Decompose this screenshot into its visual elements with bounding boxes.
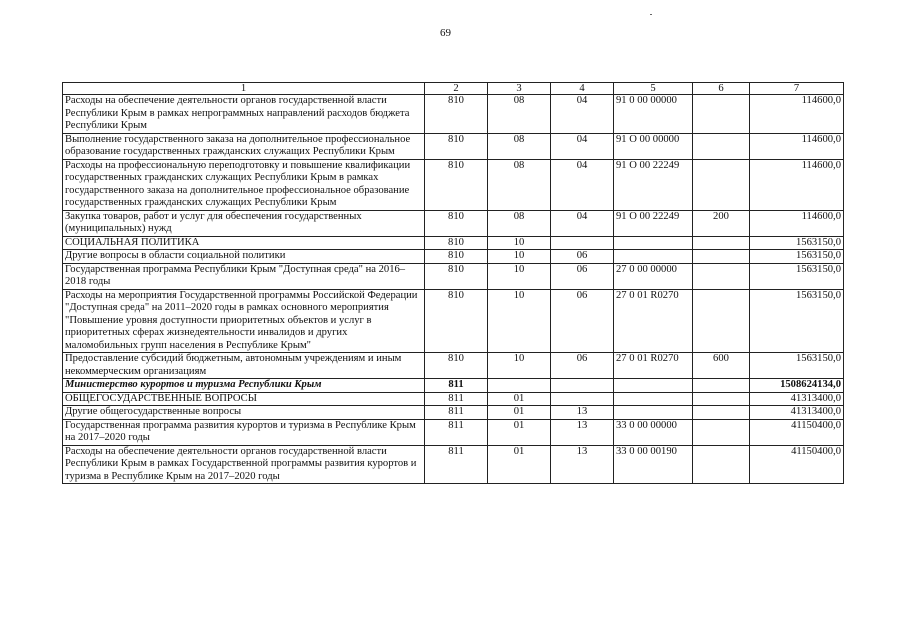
- razdel-code-cell: 10: [488, 250, 551, 264]
- expense-type-cell: [693, 133, 750, 159]
- column-header: 5: [614, 83, 693, 95]
- glava-code-cell: 810: [425, 353, 488, 379]
- amount-cell: 1563150,0: [750, 236, 844, 250]
- expense-type-cell: [693, 250, 750, 264]
- amount-cell: 1563150,0: [750, 263, 844, 289]
- podrazdel-code-cell: 06: [551, 263, 614, 289]
- table-row: [63, 263, 844, 289]
- podrazdel-code-cell: 13: [551, 445, 614, 484]
- target-article-cell: [614, 392, 693, 406]
- target-article-cell: 33 0 00 00190: [614, 445, 693, 484]
- razdel-code-cell: 08: [488, 133, 551, 159]
- razdel-code-cell: 01: [488, 392, 551, 406]
- row-name-cell: ОБЩЕГОСУДАРСТВЕННЫЕ ВОПРОСЫ: [63, 392, 425, 406]
- target-article-cell: 33 0 00 00000: [614, 419, 693, 445]
- row-name-cell: Другие общегосударственные вопросы: [63, 406, 425, 420]
- row-name-cell: Закупка товаров, работ и услуг для обеспечения государственных (муниципальных) нужд: [63, 210, 425, 236]
- amount-cell: 1563150,0: [750, 250, 844, 264]
- row-name-cell: Другие вопросы в области социальной политики: [63, 250, 425, 264]
- podrazdel-code-cell: 06: [551, 353, 614, 379]
- podrazdel-code-cell: 13: [551, 419, 614, 445]
- target-article-cell: 27 0 01 R0270: [614, 289, 693, 353]
- razdel-code-cell: 01: [488, 445, 551, 484]
- table-row: [63, 353, 844, 379]
- podrazdel-code-cell: 06: [551, 289, 614, 353]
- glava-code-cell: 810: [425, 95, 488, 134]
- amount-cell: 41150400,0: [750, 445, 844, 484]
- row-name-cell: Государственная программа развития курортов и туризма в Республике Крым на 2017–2020 годы: [63, 419, 425, 445]
- target-article-cell: 27 0 01 R0270: [614, 353, 693, 379]
- razdel-code-cell: 10: [488, 353, 551, 379]
- glava-code-cell: 810: [425, 289, 488, 353]
- row-name-cell: Расходы на обеспечение деятельности органов государственной власти Республики Крым в рамках Государственной программы развития курортов и туризма в Республике Крым на 2017–2020 годы: [63, 445, 425, 484]
- table-row: [63, 379, 844, 393]
- expense-type-cell: [693, 392, 750, 406]
- glava-code-cell: 810: [425, 133, 488, 159]
- amount-cell: 1563150,0: [750, 289, 844, 353]
- row-name-cell: СОЦИАЛЬНАЯ ПОЛИТИКА: [63, 236, 425, 250]
- glava-code-cell: 811: [425, 392, 488, 406]
- row-name-cell: Министерство курортов и туризма Республики Крым: [63, 379, 425, 393]
- razdel-code-cell: 01: [488, 419, 551, 445]
- target-article-cell: 91 О 00 22249: [614, 210, 693, 236]
- glava-code-cell: 810: [425, 236, 488, 250]
- amount-cell: 1563150,0: [750, 353, 844, 379]
- row-name-cell: Выполнение государственного заказа на дополнительное профессиональное образование государственных гражданских служащих Республики Крым: [63, 133, 425, 159]
- table-row: [63, 392, 844, 406]
- page-number: 69: [440, 27, 451, 39]
- amount-cell: 1508624134,0: [750, 379, 844, 393]
- expense-type-cell: [693, 379, 750, 393]
- amount-cell: 114600,0: [750, 133, 844, 159]
- table-row: [63, 289, 844, 353]
- target-article-cell: 27 0 00 00000: [614, 263, 693, 289]
- expense-type-cell: [693, 289, 750, 353]
- row-name-cell: Предоставление субсидий бюджетным, автономным учреждениям и иным некоммерческим организациям: [63, 353, 425, 379]
- column-header: 3: [488, 83, 551, 95]
- target-article-cell: [614, 250, 693, 264]
- expense-type-cell: [693, 263, 750, 289]
- expense-type-cell: [693, 236, 750, 250]
- column-header: 7: [750, 83, 844, 95]
- column-header: 6: [693, 83, 750, 95]
- table-row: [63, 406, 844, 420]
- expense-type-cell: [693, 95, 750, 134]
- table-row: [63, 95, 844, 134]
- razdel-code-cell: 10: [488, 289, 551, 353]
- podrazdel-code-cell: 04: [551, 133, 614, 159]
- expense-type-cell: [693, 406, 750, 420]
- table-row: [63, 133, 844, 159]
- glava-code-cell: 811: [425, 419, 488, 445]
- expense-type-cell: [693, 445, 750, 484]
- glava-code-cell: 810: [425, 210, 488, 236]
- row-name-cell: Расходы на мероприятия Государственной программы Российской Федерации "Доступная среда" на 2011–2020 годы в рамках основного мероприятия "Повышение уровня доступности приоритетных объектов и услуг в приоритетных сферах жизнедеятельности инвалидов и других маломобильных групп населения в Республике Крым": [63, 289, 425, 353]
- razdel-code-cell: 01: [488, 406, 551, 420]
- table-row: [63, 445, 844, 484]
- podrazdel-code-cell: 04: [551, 159, 614, 210]
- amount-cell: 114600,0: [750, 159, 844, 210]
- target-article-cell: 91 О 00 22249: [614, 159, 693, 210]
- podrazdel-code-cell: 13: [551, 406, 614, 420]
- glava-code-cell: 811: [425, 406, 488, 420]
- table-row: [63, 159, 844, 210]
- table-row: [63, 210, 844, 236]
- row-name-cell: Расходы на обеспечение деятельности органов государственной власти Республики Крым в рамках непрограммных направлений расходов бюджета Республики Крым: [63, 95, 425, 134]
- table-body: [63, 95, 844, 484]
- target-article-cell: 91 О 00 00000: [614, 133, 693, 159]
- amount-cell: 41313400,0: [750, 392, 844, 406]
- razdel-code-cell: 08: [488, 210, 551, 236]
- expense-type-cell: 600: [693, 353, 750, 379]
- column-number-row: [63, 83, 844, 95]
- target-article-cell: [614, 406, 693, 420]
- table-row: [63, 236, 844, 250]
- glava-code-cell: 811: [425, 379, 488, 393]
- column-header: 1: [63, 83, 425, 95]
- column-header: 4: [551, 83, 614, 95]
- expense-type-cell: [693, 419, 750, 445]
- target-article-cell: [614, 379, 693, 393]
- budget-table: [62, 82, 844, 484]
- row-name-cell: Государственная программа Республики Крым "Доступная среда" на 2016–2018 годы: [63, 263, 425, 289]
- razdel-code-cell: 10: [488, 263, 551, 289]
- glava-code-cell: 810: [425, 159, 488, 210]
- expense-type-cell: 200: [693, 210, 750, 236]
- column-header: 2: [425, 83, 488, 95]
- amount-cell: 114600,0: [750, 95, 844, 134]
- amount-cell: 41150400,0: [750, 419, 844, 445]
- razdel-code-cell: [488, 379, 551, 393]
- target-article-cell: 91 0 00 00000: [614, 95, 693, 134]
- podrazdel-code-cell: 06: [551, 250, 614, 264]
- glava-code-cell: 810: [425, 263, 488, 289]
- target-article-cell: [614, 236, 693, 250]
- amount-cell: 114600,0: [750, 210, 844, 236]
- razdel-code-cell: 08: [488, 159, 551, 210]
- podrazdel-code-cell: [551, 392, 614, 406]
- podrazdel-code-cell: [551, 379, 614, 393]
- podrazdel-code-cell: 04: [551, 95, 614, 134]
- table-row: [63, 250, 844, 264]
- podrazdel-code-cell: [551, 236, 614, 250]
- glava-code-cell: 811: [425, 445, 488, 484]
- podrazdel-code-cell: 04: [551, 210, 614, 236]
- row-name-cell: Расходы на профессиональную переподготовку и повышение квалификации государственных гражданских служащих Республики Крым в рамках государственного заказа на дополнительное профессиональное образование государственных гражданских служащих Республики Крым: [63, 159, 425, 210]
- amount-cell: 41313400,0: [750, 406, 844, 420]
- table-row: [63, 419, 844, 445]
- razdel-code-cell: 08: [488, 95, 551, 134]
- glava-code-cell: 810: [425, 250, 488, 264]
- expense-type-cell: [693, 159, 750, 210]
- scan-speck: [650, 14, 652, 15]
- razdel-code-cell: 10: [488, 236, 551, 250]
